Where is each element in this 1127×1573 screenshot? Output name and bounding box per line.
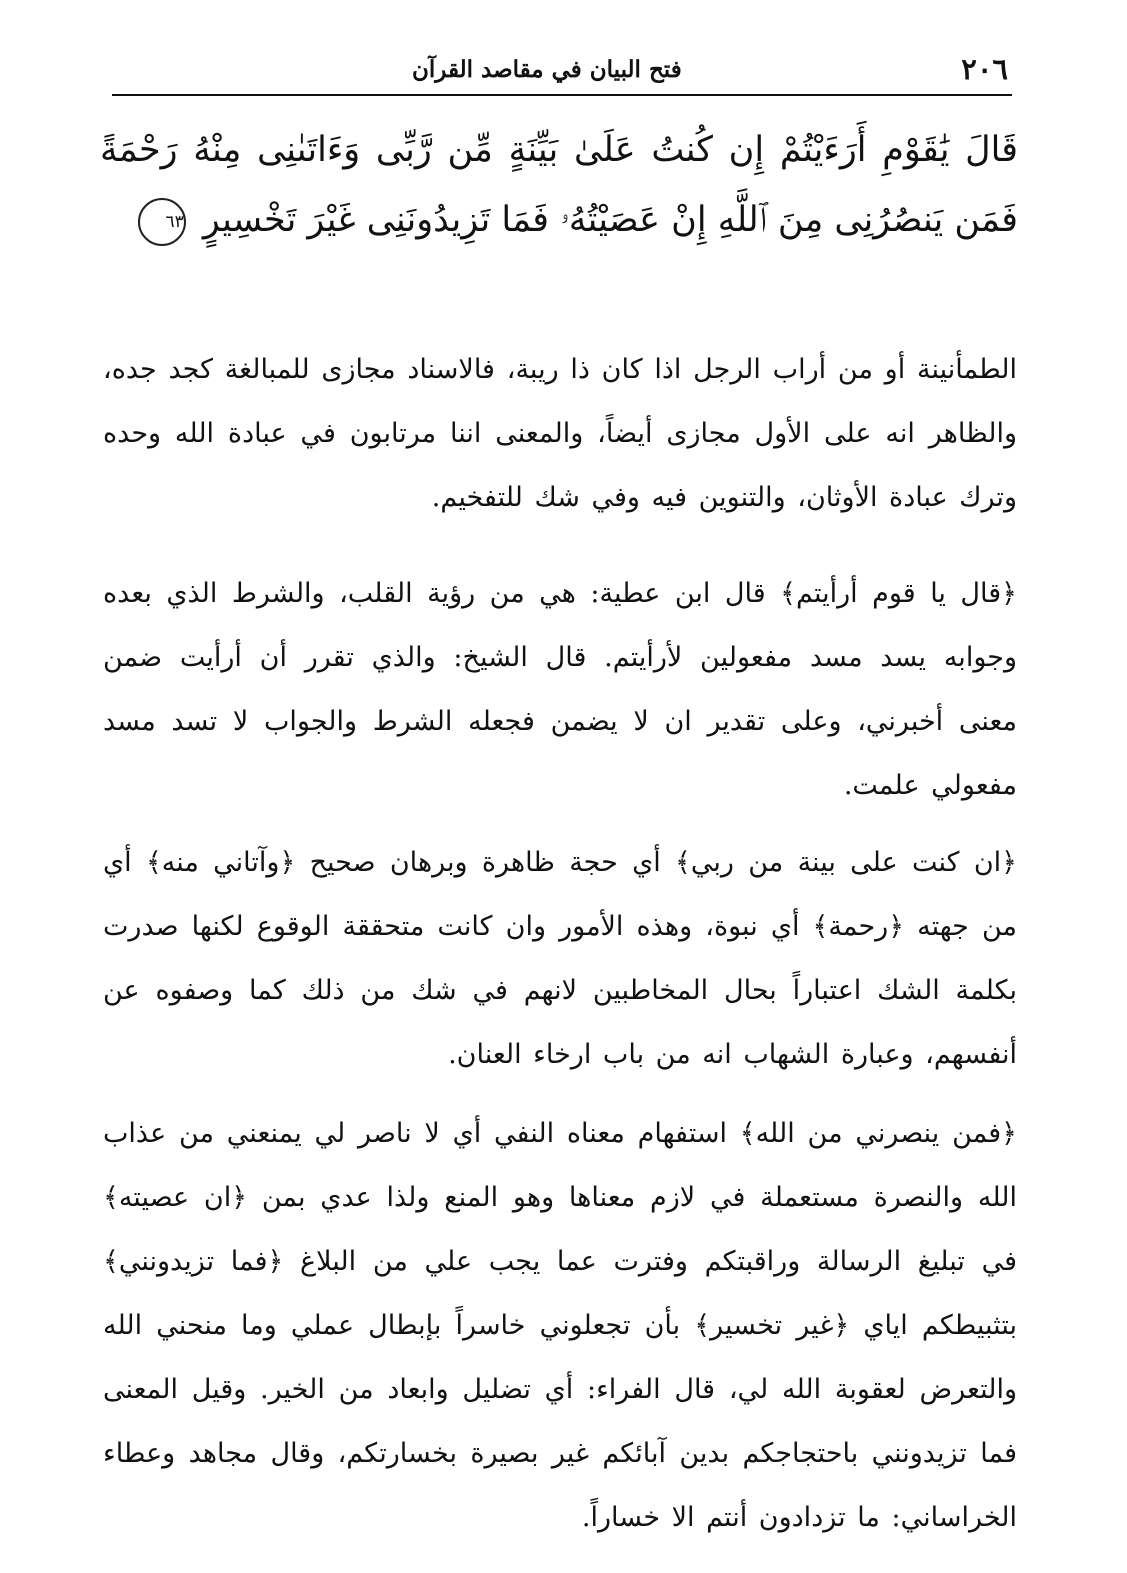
commentary-paragraph-2 <box>103 562 1017 818</box>
paragraph-text: ﴿ان كنت على بينة من ربي﴾ أي حجة ظاهرة وبرهان صحيح ﴿وآتاني منه﴾ أي من جهته ﴿رحمة﴾ أي نبوة، وهذه الأمور وان كانت متحققة الوقوع لكنها صدرت بكلمة الشك اعتباراً بحال المخاطبين لانهم في شك من ذلك كما وصفوه عن أنفسهم، وعبارة الشهاب انه من باب ارخاء العنان. <box>103 847 1018 1070</box>
paragraph-text: ﴿قال يا قوم أرأيتم﴾ قال ابن عطية: هي من رؤية القلب، والشرط الذي بعده وجوابه يسد مسد مفعولين لأرأيتم. قال الشيخ: والذي تقرر أن أرأيت ضمن معنى أخبرني، وعلى تقدير ان لا يضمن فجعله الشرط والجواب لا تسد مسد مفعولي علمت. <box>103 578 1017 801</box>
commentary-paragraph-4 <box>103 1102 1017 1550</box>
paragraph-text: ﴿فمن ينصرني من الله﴾ استفهام معناه النفي أي لا ناصر لي يمنعني من عذاب الله والنصرة مستعملة في لازم معناها وهو المنع ولذا عدي بمن ﴿ان عصيته﴾ في تبليغ الرسالة وراقبتكم وفترت عما يجب علي من البلاغ ﴿فما تزيدونني﴾ بتثبيطكم اياي ﴿غير تخسير﴾ بأن تجعلوني خاسراً بإبطال عملي وما منحني الله والتعرض لعقوبة الله لي، قال الفراء: أي تضليل وابعاد من الخير. وقيل المعنى فما تزيدونني باحتجاجكم بدين آبائكم غير بصيرة بخسارتكم، وقال مجاهد وعطاء الخراساني: ما تزدادون أنتم الا خساراً. <box>103 1118 1017 1533</box>
verse-text: قَالَ يَٰقَوْمِ أَرَءَيْتُمْ إِن كُنتُ عَلَىٰ بَيِّنَةٍ مِّن رَّبِّى وَءَاتَىٰنِى مِنْهُ رَحْمَةً فَمَن يَنصُرُنِى مِنَ ٱللَّهِ إِنْ عَصَيْتُهُۥ فَمَا تَزِيدُونَنِى غَيْرَ تَخْسِيرٍ <box>100 130 1018 240</box>
quran-verse <box>100 115 1018 255</box>
commentary-paragraph-3 <box>103 831 1017 1087</box>
page-header <box>112 48 1012 90</box>
paragraph-text: الطمأنينة أو من أراب الرجل اذا كان ذا ريبة، فالاسناد مجازى للمبالغة كجد جده، والظاهر انه على الأول مجازى أيضاً، والمعنى اننا مرتابون في عبادة الله وحده وترك عبادة الأوثان، والتنوين فيه وفي شك للتفخيم. <box>103 354 1017 513</box>
verse-number-marker: ٦٣ <box>138 198 186 246</box>
commentary-paragraph-1 <box>103 338 1017 530</box>
running-title: فتح البيان في مقاصد القرآن <box>412 55 682 83</box>
page-number: ٢٠٦ <box>961 52 1008 86</box>
header-divider <box>112 94 1012 96</box>
